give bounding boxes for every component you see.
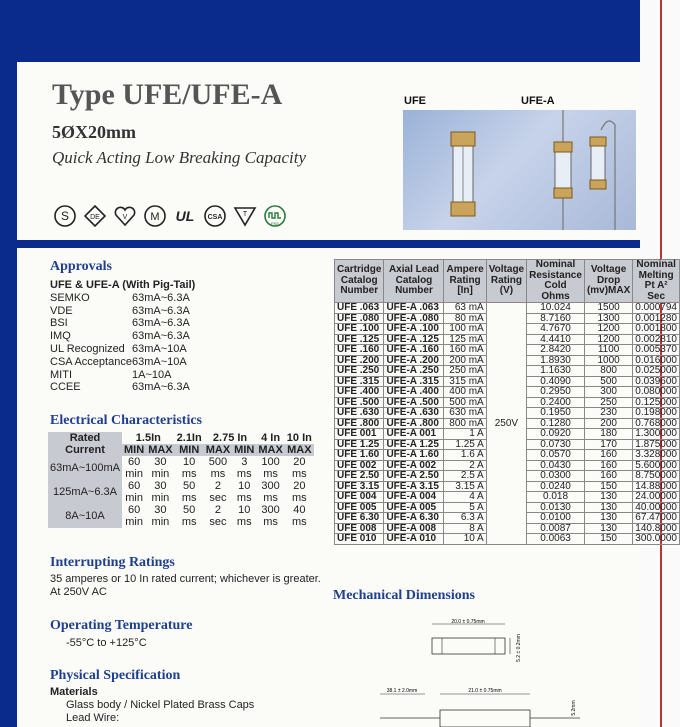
svg-text:PSE: PSE bbox=[270, 221, 280, 226]
operating-heading: Operating Temperature bbox=[50, 618, 193, 633]
page-title: Type UFE/UFE-A bbox=[52, 78, 283, 111]
table-row: UFE .315 UFE-A .315 315 mA 0.4090 500 0.039600 bbox=[335, 376, 680, 387]
table-row: UFE .630 UFE-A .630 630 mA 0.1950 230 0.198000 bbox=[335, 408, 680, 419]
page-subtitle: Quick Acting Low Breaking Capacity bbox=[52, 148, 307, 167]
svg-text:CSA: CSA bbox=[207, 214, 223, 221]
table-row: UFE .100 UFE-A .100 100 mA 4.7670 1200 0.001800 bbox=[335, 324, 680, 335]
table-row: UFE 005 UFE-A 005 5 A 0.0130 130 40.00000 bbox=[335, 502, 680, 513]
table-row: UFE 1.25 UFE-A 1.25 1.25 A 0.0730 170 1.875000 bbox=[335, 439, 680, 450]
semko-logo-icon bbox=[52, 204, 78, 228]
csa-logo-icon bbox=[202, 204, 228, 228]
approval-row: CSA Acceptance 63mA~10A bbox=[50, 355, 187, 368]
table-row: UFE .400 UFE-A .400 400 mA 0.2950 300 0.080000 bbox=[335, 387, 680, 398]
header-resistance: Nominal Resistance Cold Ohms bbox=[527, 260, 585, 303]
header-voltage: Voltage Rating (V) bbox=[486, 260, 526, 303]
svg-text:V: V bbox=[122, 214, 128, 221]
table-row: UFE 004 UFE-A 004 4 A 0.018 130 24.00000 bbox=[335, 492, 680, 503]
interrupting-text: 35 amperes or 10 In rated current; whichever is greater. At 250V AC bbox=[50, 573, 321, 598]
svg-text:DE: DE bbox=[90, 214, 100, 221]
table-row: UFE .800 UFE-A .800 800 mA 0.1280 200 0.768000 bbox=[335, 418, 680, 429]
table-row: UFE .250 UFE-A .250 250 mA 1.1630 800 0.025000 bbox=[335, 366, 680, 377]
vde-logo-icon bbox=[82, 204, 108, 228]
top-blue-band bbox=[0, 0, 640, 62]
table-row: UFE 2.50 UFE-A 2.50 2.5 A 0.0300 160 8.750000 bbox=[335, 471, 680, 482]
table-row: 8A~10A 60 30 50 2 10 300 40 bbox=[48, 504, 314, 516]
table-row: UFE .080 UFE-A .080 80 mA 8.7160 1300 0.001280 bbox=[335, 313, 680, 324]
header-drop: Voltage Drop (mv)MAX bbox=[584, 260, 632, 303]
svg-text:S: S bbox=[60, 209, 70, 223]
left-blue-band bbox=[0, 0, 17, 727]
product-photo bbox=[403, 110, 636, 230]
photo-label-ufea: UFE-A bbox=[521, 95, 555, 107]
approval-row: BSI 63mA~6.3A bbox=[50, 317, 190, 330]
header-melting: Nominal Melting Pt A² Sec bbox=[633, 260, 680, 303]
approval-row: CCEE 63mA~6.3A bbox=[50, 381, 190, 394]
table-row: UFE .125 UFE-A .125 125 mA 4.4410 1200 0.002810 bbox=[335, 334, 680, 345]
fuse-spec-table bbox=[334, 259, 680, 545]
fuse-illustration bbox=[403, 110, 636, 230]
pse-logo-icon bbox=[262, 204, 288, 228]
triangle-mark-icon bbox=[232, 204, 258, 228]
photo-label-ufe: UFE bbox=[404, 95, 426, 107]
dimension-drawing bbox=[380, 618, 630, 727]
dim-label: 38.1 ± 2.0mm bbox=[386, 688, 418, 694]
voltage-rating-cell: 250V bbox=[486, 303, 526, 545]
svg-text:M: M bbox=[150, 211, 160, 223]
table-row: 63mA~100mA 60 30 10 500 3 100 20 bbox=[48, 456, 314, 468]
fuse-size: 5ØX20mm bbox=[52, 122, 136, 142]
interrupting-heading: Interrupting Ratings bbox=[50, 555, 175, 570]
mechanical-heading: Mechanical Dimensions bbox=[333, 588, 475, 603]
table-row: 125mA~6.3A 60 30 50 2 10 300 20 bbox=[48, 480, 314, 492]
table-row: UFE 001 UFE-A 001 1 A 0.0920 180 1.300000 bbox=[335, 429, 680, 440]
table-row: UFE .063 UFE-A .063 63 mA 250V 10.024 1500 0.000794 bbox=[335, 303, 680, 314]
table-row: UFE 1.60 UFE-A 1.60 1.6 A 0.0570 160 3.328000 bbox=[335, 450, 680, 461]
operating-text: -55°C to +125°C bbox=[66, 637, 147, 649]
table-row: UFE 008 UFE-A 008 8 A 0.0087 130 140.8000 bbox=[335, 523, 680, 534]
header-axial: Axial Lead Catalog Number bbox=[384, 260, 444, 303]
approval-row: MITI 1A~10A bbox=[50, 368, 172, 381]
dim-label: 5.2 ± 0.2mm bbox=[516, 634, 522, 662]
svg-text:UL: UL bbox=[175, 208, 195, 224]
header-cartridge: Cartridge Catalog Number bbox=[335, 260, 384, 303]
section-divider bbox=[17, 240, 640, 248]
certification-logos bbox=[52, 204, 288, 228]
table-row: UFE 6.30 UFE-A 6.30 6.3 A 0.0100 130 67.47000 bbox=[335, 513, 680, 524]
table-row: UFE 010 UFE-A 010 10 A 0.0063 150 300.0000 bbox=[335, 534, 680, 545]
approvals-list bbox=[50, 279, 195, 394]
approval-row: SEMKO 63mA~6.3A bbox=[50, 291, 190, 304]
dim-label: 5.2mm bbox=[571, 700, 577, 716]
table-row: UFE .200 UFE-A .200 200 mA 1.8930 1000 0.016000 bbox=[335, 355, 680, 366]
electrical-table: Rated 1.5In 2.1In 2.75 In 4 In 10 In Current MIN MAX MIN MAX MIN MAX MAX 63mA~100mA 60 30 10 500 3 100 20 min min ms ms ms ms ms 125mA~6.3A 60 30 50 2 10 300 20 min min ms sec ms ms ms 8A~10A 60 30 50 2 10 300 40 min min ms sec ms ms ms bbox=[50, 432, 312, 528]
materials-label: Materials bbox=[50, 686, 98, 698]
imq-logo-icon bbox=[142, 204, 168, 228]
approvals-subheading: UFE & UFE-A (With Pig-Tail) bbox=[50, 279, 196, 291]
header-ampere: Ampere Rating [In] bbox=[444, 260, 486, 303]
table-row: UFE 002 UFE-A 002 2 A 0.0430 160 5.600000 bbox=[335, 460, 680, 471]
approval-row: UL Recognized 63mA~10A bbox=[50, 342, 187, 355]
approval-row: VDE 63mA~6.3A bbox=[50, 304, 190, 317]
dim-label: 21.0 ± 0.75mm bbox=[468, 688, 502, 694]
table-row: UFE .160 UFE-A .160 160 mA 2.8420 1100 0.005370 bbox=[335, 345, 680, 356]
approval-row: IMQ 63mA~6.3A bbox=[50, 330, 190, 343]
table-row: UFE 3.15 UFE-A 3.15 3.15 A 0.0240 150 14.88000 bbox=[335, 481, 680, 492]
table-row: UFE .500 UFE-A .500 500 mA 0.2400 250 0.125000 bbox=[335, 397, 680, 408]
heart-mark-icon bbox=[112, 204, 138, 228]
ul-logo-icon bbox=[172, 204, 198, 228]
physical-text: Glass body / Nickel Plated Brass Caps Lead Wire: bbox=[66, 699, 255, 724]
electrical-heading: Electrical Characteristics bbox=[50, 413, 202, 428]
dim-label: 20.0 ± 0.75mm bbox=[451, 619, 485, 625]
approvals-heading: Approvals bbox=[50, 259, 112, 274]
physical-heading: Physical Specification bbox=[50, 668, 181, 683]
svg-text:T: T bbox=[242, 211, 248, 218]
